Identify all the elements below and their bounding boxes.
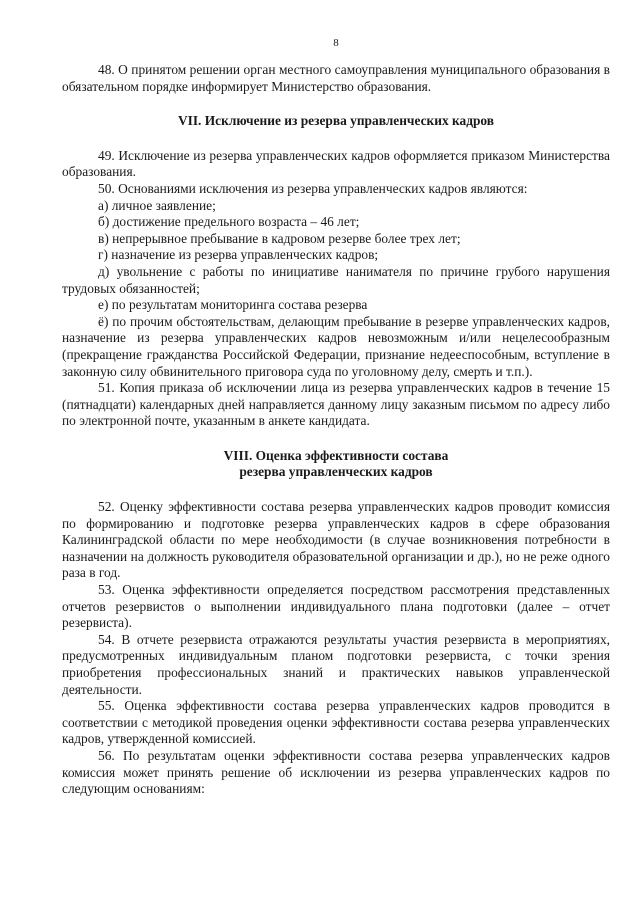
- list-item-g: г) назначение из резерва управленческих кадров;: [98, 247, 379, 263]
- paragraph-54: 54. В отчете резервиста отражаются результаты участия резервиста в мероприятиях, предусмотренных индивидуальным планом подготовки резервиста, с точки зрения приобретения профессиональных знаний и практических навыков управленческой деятельности.: [62, 631, 610, 697]
- paragraph-53: 53. Оценка эффективности определяется посредством рассмотрения представленных отчетов резервистов о выполнении индивидуального плана подготовки (далее – отчет резервиста).: [62, 582, 610, 631]
- paragraph-49: 49. Исключение из резерва управленческих кадров оформляется приказом Министерства образования.: [62, 147, 610, 180]
- list-item-v: в) непрерывное пребывание в кадровом резерве более трех лет;: [98, 230, 461, 246]
- paragraph-51: 51. Копия приказа об исключении лица из резерва управленческих кадров в течение 15 (пятнадцати) календарных дней направляется данному лицу заказным письмом по адресу либо по электронной почте, указанным в анкете кандидата.: [62, 380, 610, 429]
- section-heading-8: [62, 448, 610, 481]
- list-item-b: б) достижение предельного возраста – 46 лет;: [98, 214, 360, 230]
- section-heading-8-line-1: VIII. Оценка эффективности состава: [223, 447, 449, 463]
- paragraph-56: 56. По результатам оценки эффективности состава резерва управленческих кадров комиссия может принять решение об исключении из резерва управленческих кадров по следующим основаниям:: [62, 747, 610, 797]
- section-heading-7: VII. Исключение из резерва управленческих кадров: [177, 113, 495, 129]
- page-number: 8: [333, 37, 339, 49]
- paragraph-55: 55. Оценка эффективности состава резерва управленческих кадров проводится в соответствии с методикой проведения оценки эффективности состава резерва управленческих кадров, утвержденной комиссией.: [62, 698, 610, 747]
- paragraph-50: 50. Основаниями исключения из резерва управленческих кадров являются:: [98, 180, 528, 196]
- list-item-a: а) личное заявление;: [98, 197, 216, 213]
- list-item-e: е) по результатам мониторинга состава резерва: [98, 297, 368, 313]
- document-page: [62, 36, 610, 798]
- list-item-yo: ё) по прочим обстоятельствам, делающим пребывание в резерве управленческих кадров, назначение из резерва управленческих кадров невозможным и/или нецелесообразным (прекращение гражданства Российской Федерации, признание недееспособным, вступление в законную силу обвинительного приговора суда по уголовному делу, смерть и т.п.).: [62, 313, 610, 379]
- paragraph-52: 52. Оценку эффективности состава резерва управленческих кадров проводит комиссия по формированию и подготовке резерва управленческих кадров в сфере образования Калининградской области по мере необходимости (в случае возникновения потребности в назначении на должность руководителя образовательной организации и др.), но не реже одного раза в год.: [62, 499, 610, 581]
- list-item-d: д) увольнение с работы по инициативе нанимателя по причине грубого нарушения трудовых обязанностей;: [62, 263, 610, 296]
- paragraph-48: 48. О принятом решении орган местного самоуправления муниципального образования в обязательном порядке информирует Министерство образования.: [62, 62, 610, 94]
- section-heading-8-line-2: резерва управленческих кадров: [239, 464, 433, 480]
